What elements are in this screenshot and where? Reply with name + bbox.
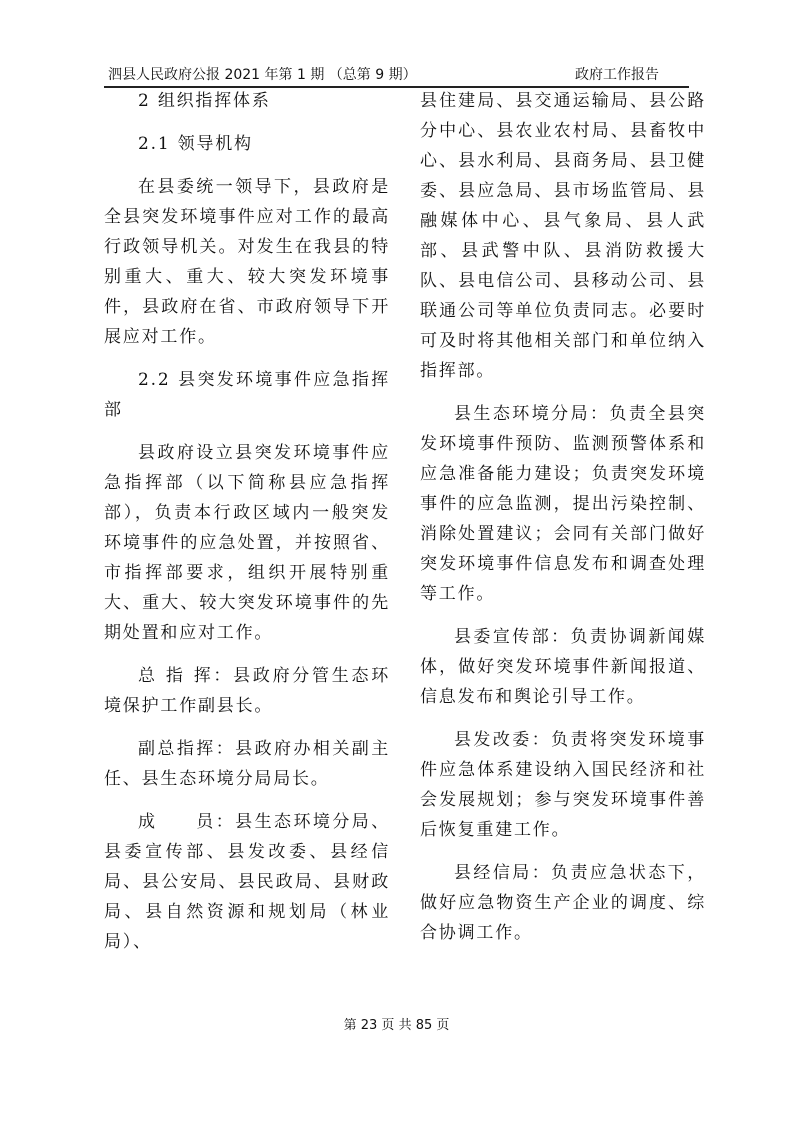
left-column: [104, 86, 390, 957]
paragraph-commander: 总 指 挥：县政府分管生态环境保护工作副县长。: [104, 666, 390, 716]
page-number: 第 23 页 共 85 页: [343, 1018, 450, 1033]
heading-leadership: 2.1 领导机构: [138, 134, 253, 154]
paragraph-members: 成 员：县生态环境分局、县委宣传部、县发改委、县经信局、县公安局、县民政局、县财政局、县自然资源和规划局（林业局）、: [104, 812, 390, 952]
right-column: [420, 86, 706, 948]
paragraph-deputy-commander: 副总指挥：县政府办相关副主任、县生态环境分局局长。: [104, 739, 390, 789]
paragraph-emergency-command: 县政府设立县突发环境事件应急指挥部（以下简称县应急指挥部），负责本行政区域内一般突发环境事件的应急处置，并按照省、市指挥部要求，组织开展特别重大、重大、较大突发环境事件的先期处置和应对工作。: [104, 443, 390, 643]
section-title: 政府工作报告: [575, 67, 659, 83]
heading-organization-system: 2 组织指挥体系: [138, 91, 271, 111]
paragraph-publicity-department: 县委宣传部：负责协调新闻媒体，做好突发环境事件新闻报道、信息发布和舆论引导工作。: [420, 627, 706, 707]
paragraph-members-continued: 县住建局、县交通运输局、县公路分中心、县农业农村局、县畜牧中心、县水利局、县商务局、县卫健委、县应急局、县市场监管局、县融媒体中心、县气象局、县人武部、县武警中队、县消防救援大队、县电信公司、县移动公司、县联通公司等单位负责同志。必要时可及时将其他相关部门和单位纳入指挥部。: [420, 91, 706, 381]
paragraph-development-reform: 县发改委：负责将突发环境事件应急体系建设纳入国民经济和社会发展规划；参与突发环境事件善后恢复重建工作。: [420, 730, 706, 840]
paragraph-leadership: 在县委统一领导下，县政府是全县突发环境事件应对工作的最高行政领导机关。对发生在我县的特别重大、重大、较大突发环境事件，县政府在省、市政府领导下开展应对工作。: [104, 177, 390, 347]
page-header: [104, 58, 689, 88]
gazette-issue-title: 泗县人民政府公报 2021 年第 1 期 （总第 9 期）: [108, 67, 417, 83]
paragraph-ecology-bureau: 县生态环境分局：负责全县突发环境事件预防、监测预警体系和应急准备能力建设；负责突发环境事件的应急监测，提出污染控制、消除处置建议；会同有关部门做好突发环境事件信息发布和调查处理等工作。: [420, 404, 706, 604]
heading-emergency-command: 2.2 县突发环境事件应急指挥部: [104, 370, 390, 420]
paragraph-economy-it-bureau: 县经信局：负责应急状态下，做好应急物资生产企业的调度、综合协调工作。: [420, 863, 706, 943]
